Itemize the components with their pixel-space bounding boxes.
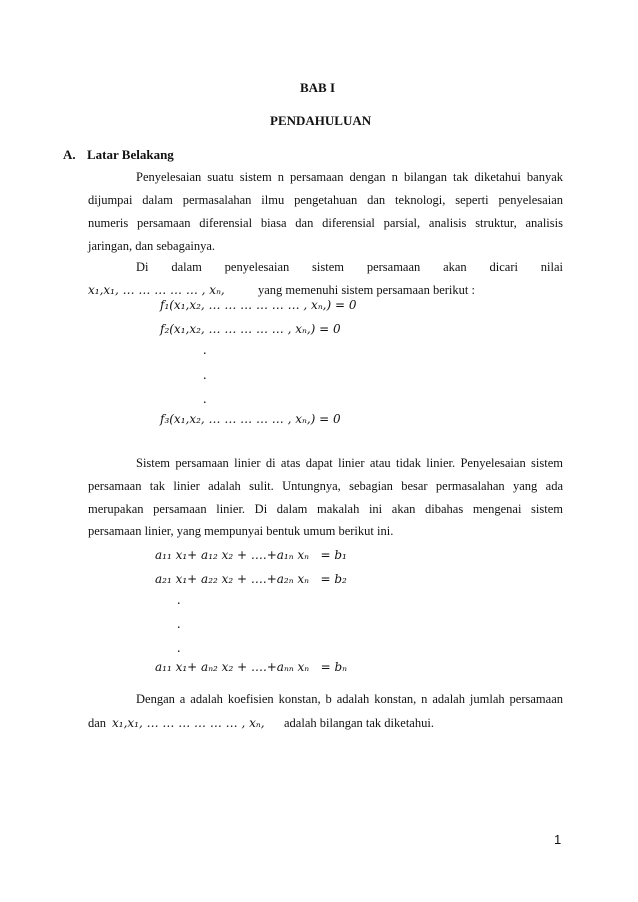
linear-equation-1: a₁₁ x₁+ a₁₂ x₂ + ….+a₁ₙ xₙ = b₁ xyxy=(155,548,347,562)
chapter-title: PENDAHULUAN xyxy=(270,113,372,128)
ellipsis-dot: . xyxy=(177,641,181,656)
ellipsis-dot: . xyxy=(203,392,207,407)
section-title: Latar Belakang xyxy=(87,147,174,162)
section-label: A. xyxy=(63,147,76,162)
paragraph-3-line-1: Sistem persamaan linier di atas dapat linier atau tidak linier. Penyelesaian sistem xyxy=(136,456,563,470)
paragraph-4-prefix: dan xyxy=(88,716,107,730)
paragraph-3-line-2: persamaan tak linier adalah sulit. Untungnya, sebagian besar permasalahan yang ada xyxy=(88,479,563,493)
paragraph-1-line-4: jaringan, dan sebagainya. xyxy=(88,239,216,253)
nonlinear-equation-2: f₂(x₁,x₂, … … … … … , xₙ,) = 0 xyxy=(160,322,341,336)
linear-equation-3: a₁₁ x₁+ aₙ₂ x₂ + ….+aₙₙ xₙ = bₙ xyxy=(155,660,347,674)
ellipsis-dot: . xyxy=(203,368,207,383)
paragraph-1-line-2: dijumpai dalam permasalahan ilmu pengetahuan dan teknologi, seperti penyelesaian xyxy=(88,193,563,207)
linear-equation-2: a₂₁ x₁+ a₂₂ x₂ + ….+a₂ₙ xₙ = b₂ xyxy=(155,572,347,586)
paragraph-4-line-2: adalah bilangan tak diketahui. xyxy=(284,716,434,730)
paragraph-2-line-1: Di dalam penyelesaian sistem persamaan akan dicari nilai xyxy=(136,260,563,274)
paragraph-3-line-3: merupakan persamaan linier. Di dalam makalah ini akan dibahas mengenai sistem xyxy=(88,502,563,516)
paragraph-4-variables: x₁,x₁, … … … … … … , xₙ, xyxy=(112,716,265,730)
paragraph-1-line-3: numeris persamaan diferensial biasa dan diferensial parsial, analisis struktur, analisis xyxy=(88,216,563,230)
paragraph-1-line-1: Penyelesaian suatu sistem n persamaan dengan n bilangan tak diketahui banyak xyxy=(136,170,563,184)
ellipsis-dot: . xyxy=(203,343,207,358)
page-number: 1 xyxy=(554,832,562,847)
nonlinear-equation-1: f₁(x₁,x₂, … … … … … … , xₙ,) = 0 xyxy=(160,298,357,312)
chapter-label: BAB I xyxy=(300,80,336,95)
nonlinear-equation-3: f₃(x₁,x₂, … … … … … , xₙ,) = 0 xyxy=(160,412,341,426)
paragraph-3-line-4: persamaan linier, yang mempunyai bentuk umum berikut ini. xyxy=(88,524,394,538)
paragraph-2-line-2: yang memenuhi sistem persamaan berikut : xyxy=(258,283,475,297)
paragraph-2-variables: x₁,x₁, … … … … … , xₙ, xyxy=(88,283,225,297)
paragraph-4-line-1: Dengan a adalah koefisien konstan, b adalah konstan, n adalah jumlah persamaan xyxy=(136,692,563,706)
ellipsis-dot: . xyxy=(177,617,181,632)
ellipsis-dot: . xyxy=(177,593,181,608)
